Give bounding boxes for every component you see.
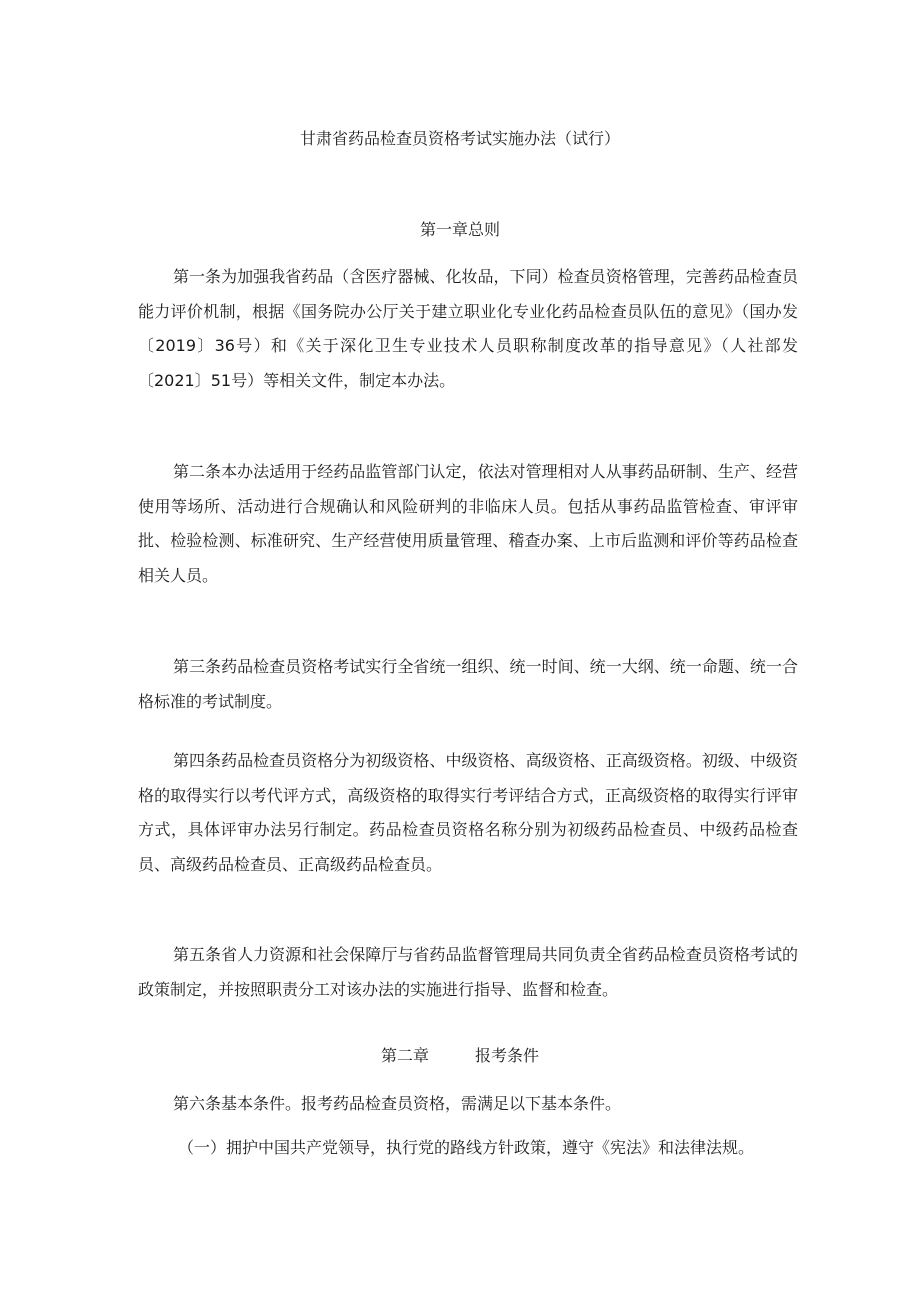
article-1: 第一条为加强我省药品（含医疗器械、化妆品，下同）检查员资格管理，完善药品检查员能力评价机制，根据《国务院办公厅关于建立职业化专业化药品检查员队伍的意见》（国办发〔2019〕36号）和《关于深化卫生专业技术人员职称制度改革的指导意见》（人社部发〔2021〕51号）等相关文件，制定本办法。 xyxy=(138,267,798,390)
chapter-2-name: 报考条件 xyxy=(475,1046,540,1065)
chapter-2-heading xyxy=(0,1044,920,1068)
chapter-1-heading: 第一章总则 xyxy=(419,220,500,239)
article-4: 第四条药品检查员资格分为初级资格、中级资格、高级资格、正高级资格。初级、中级资格的取得实行以考代评方式，高级资格的取得实行考评结合方式，正高级资格的取得实行评审方式，具体评审办法另行制定。药品检查员资格名称分别为初级药品检查员、中级药品检查员、高级药品检查员、正高级药品检查员。 xyxy=(138,751,798,874)
chapter-2-number: 第二章 xyxy=(380,1046,429,1065)
article-5: 第五条省人力资源和社会保障厅与省药品监督管理局共同负责全省药品检查员资格考试的政策制定，并按照职责分工对该办法的实施进行指导、监督和检查。 xyxy=(138,945,798,999)
article-2: 第二条本办法适用于经药品监管部门认定，依法对管理相对人从事药品研制、生产、经营使用等场所、活动进行合规确认和风险研判的非临床人员。包括从事药品监管检查、审评审批、检验检测、标准研究、生产经营使用质量管理、稽查办案、上市后监测和评价等药品检查相关人员。 xyxy=(138,462,798,585)
article-6-item-1: （一）拥护中国共产党领导，执行党的路线方针政策，遵守《宪法》和法律法规。 xyxy=(178,1138,755,1157)
article-6: 第六条基本条件。报考药品检查员资格，需满足以下基本条件。 xyxy=(173,1094,622,1113)
article-3: 第三条药品检查员资格考试实行全省统一组织、统一时间、统一大纲、统一命题、统一合格标准的考试制度。 xyxy=(138,657,798,711)
document-title: 甘肃省药品检查员资格考试实施办法（试行） xyxy=(299,129,620,148)
